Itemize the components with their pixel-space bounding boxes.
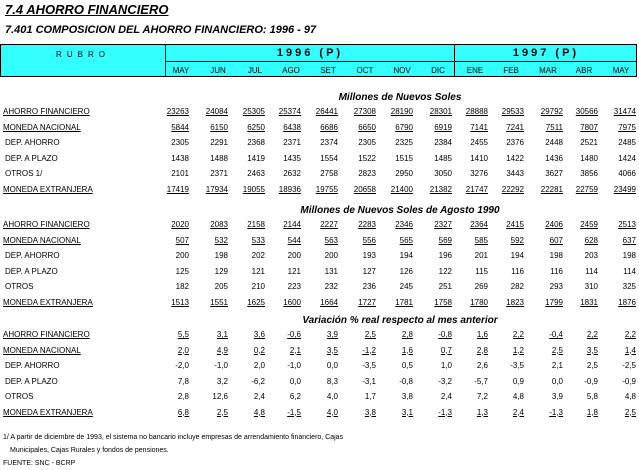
- table-cell: 2485: [618, 138, 636, 147]
- row-label: DEP. A PLAZO: [5, 153, 58, 163]
- table-cell: 200: [324, 251, 338, 260]
- table-cell: 1485: [434, 153, 452, 163]
- table-cell: 2,5: [586, 361, 598, 370]
- table-cell: 1480: [580, 153, 598, 163]
- table-cell: 2,5: [364, 330, 376, 339]
- table-cell: 2227: [320, 220, 338, 229]
- table-cell: -1,3: [549, 407, 563, 417]
- table-cell: 236: [362, 282, 376, 291]
- table-cell: 563: [324, 235, 338, 245]
- table-cell: 2158: [247, 220, 265, 229]
- table-cell: 1600: [283, 297, 301, 307]
- table-cell: 4,8: [624, 392, 636, 401]
- table-cell: 1,6: [476, 330, 488, 339]
- table-cell: 21382: [429, 184, 452, 194]
- table-cell: 2364: [470, 220, 488, 229]
- table-cell: 3443: [506, 169, 524, 178]
- table-cell: 25305: [242, 107, 265, 116]
- table-cell: -0,9: [584, 376, 598, 386]
- table-cell: 2,4: [512, 407, 524, 417]
- table-cell: 2374: [320, 138, 338, 147]
- table-cell: 607: [549, 235, 563, 245]
- month-header: MAY: [172, 66, 190, 75]
- table-cell: 2384: [434, 138, 452, 147]
- row-label: OTROS: [5, 282, 34, 291]
- footnote-line-1: 1/ A partir de diciembre de 1993, el sistema no bancario incluye empresas de arrendamiento financiero, Cajas: [3, 434, 344, 441]
- table-cell: 2325: [395, 138, 413, 147]
- table-cell: 8,3: [326, 376, 338, 386]
- table-cell: 507: [175, 235, 189, 245]
- table-cell: 125: [175, 266, 189, 276]
- table-cell: 18936: [278, 184, 301, 194]
- table-cell: 29533: [501, 107, 524, 116]
- month-header: JUL: [247, 66, 263, 75]
- table-cell: -5,7: [474, 376, 488, 386]
- table-cell: 121: [251, 266, 265, 276]
- table-cell: 6,2: [289, 392, 301, 401]
- table-cell: 203: [584, 251, 598, 260]
- table-cell: 293: [549, 282, 563, 291]
- table-cell: 129: [214, 266, 228, 276]
- table-cell: 3,8: [401, 392, 413, 401]
- table-cell: 2291: [210, 138, 228, 147]
- table-cell: 1422: [506, 153, 524, 163]
- table-header: [0, 44, 637, 77]
- table-cell: 7,8: [177, 376, 189, 386]
- table-cell: 2459: [580, 220, 598, 229]
- table-cell: 1876: [618, 297, 636, 307]
- table-cell: 22281: [540, 184, 563, 194]
- table-cell: 122: [438, 266, 452, 276]
- table-cell: 3050: [434, 169, 452, 178]
- table-cell: 0,2: [253, 345, 265, 355]
- table-cell: -1,3: [438, 407, 452, 417]
- table-cell: 2758: [320, 169, 338, 178]
- table-cell: 17934: [205, 184, 228, 194]
- month-header: AGO: [282, 66, 300, 75]
- table-cell: 29792: [540, 107, 563, 116]
- table-cell: 310: [584, 282, 598, 291]
- table-cell: 205: [214, 282, 228, 291]
- row-label: DEP. AHORRO: [5, 361, 60, 370]
- table-cell: 2823: [358, 169, 376, 178]
- month-header: NOV: [393, 66, 411, 75]
- table-row: [0, 360, 639, 372]
- table-row: [0, 329, 639, 341]
- table-cell: -6,2: [251, 376, 265, 386]
- table-cell: 198: [549, 251, 563, 260]
- table-cell: 3,8: [364, 407, 376, 417]
- table-cell: 1522: [358, 153, 376, 163]
- table-cell: 5844: [171, 122, 189, 132]
- rubro-header: RUBRO: [56, 50, 110, 59]
- table-cell: 17419: [166, 184, 189, 194]
- table-cell: 3627: [545, 169, 563, 178]
- table-cell: 2371: [210, 169, 228, 178]
- table-cell: -0,6: [287, 330, 301, 339]
- table-cell: 3,5: [326, 345, 338, 355]
- table-cell: 127: [362, 266, 376, 276]
- table-cell: 2,4: [253, 392, 265, 401]
- table-row: [0, 376, 639, 388]
- row-label: AHORRO FINANCIERO: [3, 107, 90, 116]
- table-row: [0, 297, 639, 309]
- row-label: DEP. AHORRO: [5, 138, 60, 147]
- table-cell: 6,8: [177, 407, 189, 417]
- month-header: DIC: [431, 66, 445, 75]
- table-cell: 245: [399, 282, 413, 291]
- table-cell: 533: [251, 235, 265, 245]
- table-row: [0, 281, 639, 293]
- table-cell: 1,0: [440, 361, 452, 370]
- table-cell: 2,8: [177, 392, 189, 401]
- table-cell: 1823: [506, 297, 524, 307]
- table-cell: 2463: [247, 169, 265, 178]
- table-cell: 1799: [545, 297, 563, 307]
- table-cell: 131: [324, 266, 338, 276]
- table-cell: 2,5: [551, 345, 563, 355]
- table-cell: 28301: [429, 107, 452, 116]
- table-cell: 5,5: [177, 330, 189, 339]
- table-row: [0, 106, 639, 118]
- table-cell: 2368: [247, 138, 265, 147]
- table-cell: 3,6: [253, 330, 265, 339]
- table-cell: 2,1: [289, 345, 301, 355]
- table-cell: 28190: [390, 107, 413, 116]
- table-cell: -1,0: [287, 361, 301, 370]
- table-cell: -1,2: [362, 345, 376, 355]
- table-cell: 2950: [395, 169, 413, 178]
- table-cell: 2632: [283, 169, 301, 178]
- table-cell: 3856: [580, 169, 598, 178]
- row-label: MONEDA NACIONAL: [3, 122, 81, 132]
- table-cell: 0,7: [440, 345, 452, 355]
- table-cell: 6650: [358, 122, 376, 132]
- table-cell: 2,0: [253, 361, 265, 370]
- page-title: 7.4 AHORRO FINANCIERO: [5, 2, 169, 17]
- table-cell: 114: [585, 266, 598, 276]
- table-cell: 2305: [358, 138, 376, 147]
- table-cell: 198: [622, 251, 636, 260]
- table-cell: 116: [550, 266, 563, 276]
- table-cell: 1419: [247, 153, 265, 163]
- footnote-line-2: Municipales, Cajas Rurales y fondos de pensiones.: [10, 447, 169, 454]
- table-cell: 6919: [434, 122, 452, 132]
- table-cell: 202: [251, 251, 265, 260]
- table-cell: -0,4: [549, 330, 563, 339]
- table-cell: 2101: [171, 169, 189, 178]
- table-cell: 23263: [166, 107, 189, 116]
- table-cell: 4,0: [326, 392, 338, 401]
- table-cell: 2,8: [401, 330, 413, 339]
- table-cell: 201: [474, 251, 488, 260]
- table-cell: 1664: [320, 297, 338, 307]
- table-cell: 1,3: [476, 407, 488, 417]
- table-cell: 0,5: [401, 361, 413, 370]
- year-1997-header: 1997 (P): [512, 47, 580, 59]
- table-cell: 2346: [395, 220, 413, 229]
- row-label: MONEDA EXTRANJERA: [3, 184, 93, 194]
- table-cell: 532: [214, 235, 228, 245]
- month-header: MAY: [612, 66, 630, 75]
- table-cell: 637: [622, 235, 636, 245]
- table-cell: 1758: [434, 297, 452, 307]
- table-cell: 282: [510, 282, 524, 291]
- table-cell: 585: [474, 235, 488, 245]
- table-cell: 4,8: [512, 392, 524, 401]
- table-cell: 232: [324, 282, 338, 291]
- table-cell: -1,0: [214, 361, 228, 370]
- table-cell: 2,5: [624, 407, 636, 417]
- table-cell: 2083: [210, 220, 228, 229]
- table-cell: 556: [362, 235, 376, 245]
- row-label: AHORRO FINANCIERO: [3, 220, 90, 229]
- table-cell: 2,5: [216, 407, 228, 417]
- table-cell: 115: [475, 266, 488, 276]
- table-cell: 4,0: [326, 407, 338, 417]
- table-cell: 0,0: [289, 376, 301, 386]
- table-cell: 3,9: [326, 330, 338, 339]
- table-cell: 24084: [205, 107, 228, 116]
- table-cell: 194: [510, 251, 524, 260]
- year-1996-header: 1996 (P): [276, 47, 344, 59]
- table-row: [0, 184, 639, 196]
- table-cell: -3,1: [362, 376, 376, 386]
- table-cell: 7141: [470, 122, 488, 132]
- section-title: Variación % real respecto al mes anterior: [302, 315, 498, 326]
- table-cell: 3,1: [216, 330, 228, 339]
- table-cell: 0,0: [326, 361, 338, 370]
- table-cell: -0,8: [399, 376, 413, 386]
- table-cell: 3,1: [401, 407, 413, 417]
- table-cell: 3,2: [216, 376, 228, 386]
- table-cell: 223: [287, 282, 301, 291]
- table-cell: 2415: [506, 220, 524, 229]
- table-cell: 22292: [501, 184, 524, 194]
- table-cell: 2,6: [476, 361, 488, 370]
- table-cell: 2455: [470, 138, 488, 147]
- table-cell: 12,6: [212, 392, 228, 401]
- table-cell: 26441: [315, 107, 338, 116]
- table-cell: 2,4: [440, 392, 452, 401]
- table-cell: 1727: [358, 297, 376, 307]
- table-cell: 592: [510, 235, 524, 245]
- table-cell: 194: [399, 251, 413, 260]
- table-cell: 1410: [470, 153, 488, 163]
- table-cell: 1551: [210, 297, 228, 307]
- table-cell: 21400: [390, 184, 413, 194]
- row-label: DEP. AHORRO: [5, 251, 60, 260]
- table-row: [0, 266, 639, 278]
- table-row: [0, 345, 639, 357]
- table-cell: 1831: [580, 297, 598, 307]
- table-cell: 22759: [575, 184, 598, 194]
- table-cell: -2,5: [622, 361, 636, 370]
- table-cell: 114: [623, 266, 636, 276]
- table-cell: 1780: [470, 297, 488, 307]
- table-cell: 121: [287, 266, 301, 276]
- table-cell: 1,6: [401, 345, 413, 355]
- table-cell: 1438: [171, 153, 189, 163]
- table-cell: -0,8: [438, 330, 452, 339]
- month-header: FEB: [503, 66, 519, 75]
- table-cell: 0,0: [551, 376, 563, 386]
- row-label: MONEDA EXTRANJERA: [3, 297, 93, 307]
- table-cell: -3,2: [438, 376, 452, 386]
- table-cell: 2448: [545, 138, 563, 147]
- table-row: [0, 250, 639, 262]
- table-cell: 126: [399, 266, 413, 276]
- table-cell: 1424: [618, 153, 636, 163]
- table-cell: 7975: [618, 122, 636, 132]
- table-cell: 1488: [210, 153, 228, 163]
- table-cell: 193: [362, 251, 376, 260]
- table-row: [0, 219, 639, 231]
- table-cell: 2,2: [512, 330, 524, 339]
- table-cell: 3,5: [586, 345, 598, 355]
- table-row: [0, 137, 639, 149]
- table-cell: 25374: [278, 107, 301, 116]
- table-cell: 19755: [315, 184, 338, 194]
- table-cell: 2,2: [624, 330, 636, 339]
- table-cell: 7807: [580, 122, 598, 132]
- table-cell: 4066: [618, 169, 636, 178]
- table-cell: 182: [175, 282, 189, 291]
- table-cell: 2513: [618, 220, 636, 229]
- table-cell: 6790: [395, 122, 413, 132]
- table-cell: -3,5: [362, 361, 376, 370]
- table-cell: 1,2: [512, 345, 524, 355]
- table-cell: -2,0: [175, 361, 189, 370]
- row-label: OTROS 1/: [5, 169, 43, 178]
- table-cell: 23499: [613, 184, 636, 194]
- table-cell: 7241: [506, 122, 524, 132]
- table-cell: 3,9: [551, 392, 563, 401]
- month-header: SET: [320, 66, 336, 75]
- table-cell: 28888: [465, 107, 488, 116]
- table-cell: 565: [399, 235, 413, 245]
- table-cell: 1,8: [586, 407, 598, 417]
- table-cell: 2,8: [476, 345, 488, 355]
- table-cell: 6438: [283, 122, 301, 132]
- month-header: MAR: [539, 66, 557, 75]
- section-title: Millones de Nuevos Soles de Agosto 1990: [300, 205, 500, 216]
- month-header: JUN: [210, 66, 226, 75]
- table-cell: 6686: [320, 122, 338, 132]
- table-row: [0, 153, 639, 165]
- table-cell: 198: [214, 251, 228, 260]
- table-cell: 21747: [465, 184, 488, 194]
- row-label: AHORRO FINANCIERO: [3, 330, 90, 339]
- table-cell: -1,5: [287, 407, 301, 417]
- table-cell: 2371: [283, 138, 301, 147]
- table-cell: 1,4: [624, 345, 636, 355]
- table-row: [0, 168, 639, 180]
- row-label: MONEDA NACIONAL: [3, 235, 81, 245]
- table-cell: 116: [511, 266, 524, 276]
- table-cell: 1,7: [364, 392, 376, 401]
- table-cell: 544: [287, 235, 301, 245]
- table-cell: 4,8: [253, 407, 265, 417]
- table-cell: -3,5: [510, 361, 524, 370]
- table-cell: 210: [251, 282, 265, 291]
- table-cell: 196: [438, 251, 452, 260]
- table-cell: 2144: [283, 220, 301, 229]
- table-cell: 2406: [545, 220, 563, 229]
- table-cell: 7,2: [476, 392, 488, 401]
- table-cell: 325: [622, 282, 636, 291]
- table-row: [0, 391, 639, 403]
- section-title: Millones de Nuevos Soles: [338, 92, 462, 103]
- table-cell: 2305: [171, 138, 189, 147]
- table-cell: 1513: [171, 297, 189, 307]
- table-cell: 2376: [506, 138, 524, 147]
- table-cell: 200: [287, 251, 301, 260]
- table-cell: 6150: [210, 122, 228, 132]
- month-header: ENE: [466, 66, 484, 75]
- table-cell: 30566: [575, 107, 598, 116]
- table-cell: 1515: [395, 153, 413, 163]
- table-subtitle: 7.401 COMPOSICION DEL AHORRO FINANCIERO: 1996 - 97: [5, 24, 317, 36]
- row-label: MONEDA NACIONAL: [3, 345, 81, 355]
- table-cell: 2,1: [551, 361, 563, 370]
- row-label: DEP. A PLAZO: [5, 376, 58, 386]
- table-row: [0, 407, 639, 419]
- table-cell: 251: [438, 282, 452, 291]
- table-cell: 2521: [580, 138, 598, 147]
- table-cell: 1625: [247, 297, 265, 307]
- table-cell: 2,2: [586, 330, 598, 339]
- table-cell: 3276: [470, 169, 488, 178]
- table-cell: 5,8: [586, 392, 598, 401]
- table-cell: 27308: [353, 107, 376, 116]
- month-header: ABR: [575, 66, 593, 75]
- table-cell: 2020: [171, 220, 189, 229]
- row-label: DEP. A PLAZO: [5, 266, 58, 276]
- table-cell: 1781: [395, 297, 413, 307]
- table-cell: 4,9: [216, 345, 228, 355]
- table-cell: 1436: [545, 153, 563, 163]
- table-cell: 31474: [613, 107, 636, 116]
- table-cell: 2327: [434, 220, 452, 229]
- table-row: [0, 235, 639, 247]
- table-cell: 569: [438, 235, 452, 245]
- table-cell: 269: [474, 282, 488, 291]
- table-cell: 628: [584, 235, 598, 245]
- table-cell: 200: [175, 251, 189, 260]
- table-cell: 1554: [320, 153, 338, 163]
- table-cell: 1435: [283, 153, 301, 163]
- table-cell: 19055: [242, 184, 265, 194]
- table-cell: 2283: [358, 220, 376, 229]
- table-row: [0, 122, 639, 134]
- table-cell: 2,0: [177, 345, 189, 355]
- month-header: OCT: [356, 66, 374, 75]
- table-cell: 0,9: [512, 376, 524, 386]
- row-label: MONEDA EXTRANJERA: [3, 407, 93, 417]
- source-note: FUENTE: SNC - BCRP: [3, 460, 76, 467]
- table-cell: 6250: [247, 122, 265, 132]
- table-cell: 20658: [353, 184, 376, 194]
- table-cell: -0,9: [622, 376, 636, 386]
- table-cell: 7511: [545, 122, 563, 132]
- row-label: OTROS: [5, 392, 34, 401]
